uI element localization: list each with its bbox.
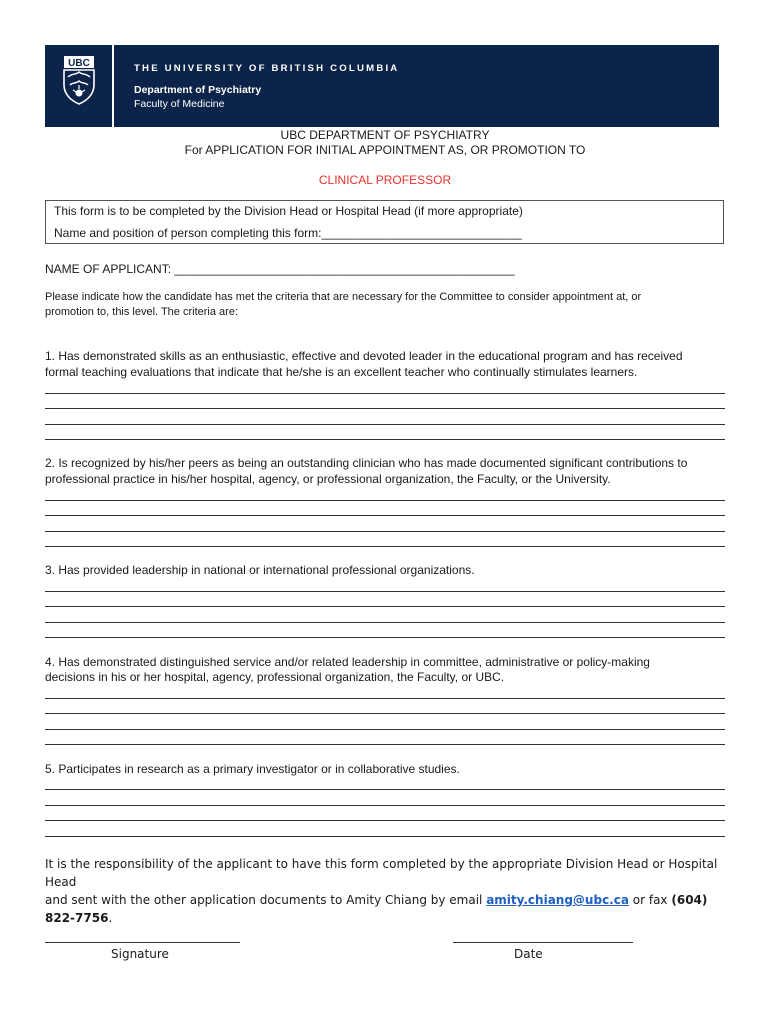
banner-divider (112, 45, 114, 127)
instructions-line-2 (45, 891, 725, 927)
criterion-4-answer-line[interactable] (45, 698, 725, 699)
criterion-1-answer-line[interactable] (45, 408, 725, 409)
ubc-crest-logo (62, 55, 96, 105)
criterion-4-answer-line[interactable] (45, 729, 725, 730)
criterion-5-answer-line[interactable] (45, 820, 725, 821)
criterion-2-answer-line[interactable] (45, 515, 725, 516)
fax-number: (604) 822-7756 (45, 893, 708, 925)
applicant-name-field[interactable]: NAME OF APPLICANT: ___________________________________________________ (45, 262, 515, 276)
criterion-2-line-2: professional practice in his/her hospital, agency, or professional organization, the Faculty, or the University. (45, 472, 611, 486)
signature-label: Signature (111, 947, 169, 961)
department-name: Department of Psychiatry (134, 84, 262, 96)
criterion-3-answer-line[interactable] (45, 637, 725, 638)
university-name: THE UNIVERSITY OF BRITISH COLUMBIA (134, 63, 400, 74)
date-line[interactable] (453, 942, 633, 943)
form-subtitle: For APPLICATION FOR INITIAL APPOINTMENT AS, OR PROMOTION TO (184, 143, 586, 157)
instructions-line-1: It is the responsibility of the applicant to have this form completed by the appropriate Division Head or Hospital Head (45, 857, 718, 889)
criterion-1-answer-line[interactable] (45, 393, 725, 394)
criterion-3-answer-line[interactable] (45, 622, 725, 623)
form-title: UBC DEPARTMENT OF PSYCHIATRY (280, 128, 490, 142)
criterion-5-answer-line[interactable] (45, 805, 725, 806)
criterion-5-answer-line[interactable] (45, 836, 725, 837)
email-link[interactable]: amity.chiang@ubc.ca (486, 893, 629, 907)
criterion-4-line-1: 4. Has demonstrated distinguished service and/or related leadership in committee, administrative or policy-making (45, 655, 650, 669)
criterion-4-line-2: decisions in his or her hospital, agency, professional organization, the Faculty, or UBC. (45, 670, 505, 684)
intro-line-2: promotion to, this level. The criteria are: (45, 306, 238, 318)
criterion-2-answer-line[interactable] (45, 546, 725, 547)
instructions-prefix: and sent with the other application documents to Amity Chiang by email (45, 893, 487, 907)
criterion-1-line-2: formal teaching evaluations that indicate that he/she is an excellent teacher who continually stimulates learners. (45, 365, 638, 379)
criterion-1-answer-line[interactable] (45, 424, 725, 425)
criterion-2-line-1: 2. Is recognized by his/her peers as being an outstanding clinician who has made documented significant contributions to (45, 456, 688, 470)
criterion-4-answer-line[interactable] (45, 713, 725, 714)
criterion-4-answer-line[interactable] (45, 744, 725, 745)
criterion-2-answer-line[interactable] (45, 500, 725, 501)
criterion-3-answer-line[interactable] (45, 606, 725, 607)
signature-line[interactable] (45, 942, 240, 943)
criterion-5-answer-line[interactable] (45, 789, 725, 790)
criterion-2-answer-line[interactable] (45, 531, 725, 532)
criterion-3-answer-line[interactable] (45, 591, 725, 592)
completer-name-field[interactable]: Name and position of person completing this form:______________________________ (54, 226, 522, 240)
faculty-name: Faculty of Medicine (134, 98, 225, 110)
criterion-3-line-1: 3. Has provided leadership in national or international professional organizations. (45, 563, 475, 577)
submission-instructions (45, 855, 725, 927)
notice-line-1: This form is to be completed by the Division Head or Hospital Head (if more appropriate) (54, 204, 523, 218)
logo-text: UBC (68, 58, 90, 69)
criterion-1-answer-line[interactable] (45, 439, 725, 440)
criterion-1-line-1: 1. Has demonstrated skills as an enthusiastic, effective and devoted leader in the educational program and has received (45, 349, 683, 363)
header-banner (45, 45, 719, 127)
criterion-5-line-1: 5. Participates in research as a primary investigator or in collaborative studies. (45, 762, 460, 776)
instructions-mid: or fax (628, 893, 672, 907)
notice-box (45, 200, 724, 244)
instructions-end: . (108, 911, 113, 925)
rank-title: CLINICAL PROFESSOR (318, 173, 452, 187)
intro-line-1: Please indicate how the candidate has met the criteria that are necessary for the Committee to consider appointment at, or (45, 291, 642, 303)
date-label: Date (514, 947, 543, 961)
